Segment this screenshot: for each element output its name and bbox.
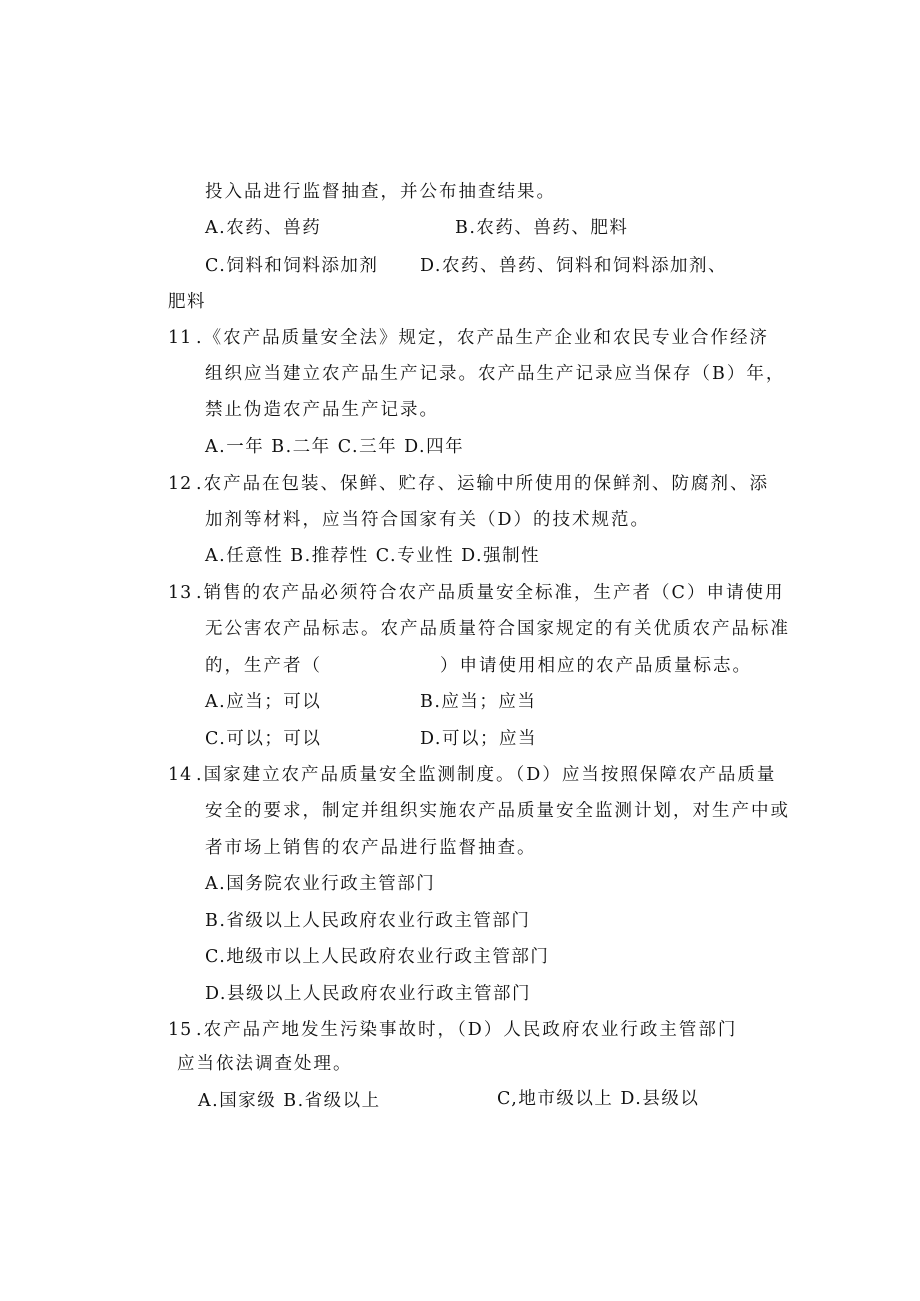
q13-stem-line1: .销售的农产品必须符合农产品质量安全标准，生产者（C）申请使用: [196, 583, 785, 603]
q14-stem-line2: 安全的要求，制定并组织实施农产品质量安全监测计划，对生产中或: [205, 801, 790, 821]
q13-option-a: A.应当；可以: [205, 692, 322, 712]
q13-stem-line3a: 的，生产者（: [205, 656, 322, 676]
q13-number: 13: [168, 583, 193, 603]
q12-stem-line2: 加剂等材料，应当符合国家有关（D）的技术规范。: [205, 510, 651, 530]
q12-number: 12: [168, 474, 193, 494]
q11-options: A.一年 B.二年 C.三年 D.四年: [205, 437, 465, 457]
q13-stem-line2: 无公害农产品标志。农产品质量符合国家规定的有关优质农产品标准: [205, 619, 790, 639]
q14-number: 14: [168, 765, 193, 785]
q11-number: 11: [168, 328, 193, 348]
q15-options-ab: A.国家级 B.省级以上: [198, 1091, 381, 1111]
q11-stem-line1: .《农产品质量安全法》规定，农产品生产企业和农民专业合作经济: [196, 328, 770, 348]
q14-option-a: A.国务院农业行政主管部门: [205, 874, 436, 894]
q10-option-b: B.农药、兽药、肥料: [455, 218, 629, 238]
q14-stem-line1: .国家建立农产品质量安全监测制度。（D）应当按照保障农产品质量: [196, 765, 777, 785]
q13-option-d: D.可以；应当: [420, 729, 537, 749]
q13-option-c: C.可以；可以: [205, 729, 322, 749]
q13-stem-line3b: ）申请使用相应的农产品质量标志。: [440, 656, 752, 676]
q14-stem-line3: 者市场上销售的农产品进行监督抽查。: [205, 838, 537, 858]
q15-number: 15: [168, 1020, 193, 1040]
q14-option-c: C.地级市以上人民政府农业行政主管部门: [205, 947, 550, 967]
q14-option-d: D.县级以上人民政府农业行政主管部门: [205, 984, 531, 1004]
q10-option-d-wrap: 肥料: [168, 292, 206, 312]
q12-options: A.任意性 B.推荐性 C.专业性 D.强制性: [205, 546, 541, 566]
q15-options-cd: C,地市级以上 D.县级以: [497, 1089, 700, 1109]
q12-stem-line1: .农产品在包装、保鲜、贮存、运输中所使用的保鲜剂、防腐剂、添: [196, 474, 770, 494]
q10-option-a: A.农药、兽药: [205, 218, 322, 238]
q15-stem-line1: .农产品产地发生污染事故时，（D）人民政府农业行政主管部门: [196, 1020, 738, 1040]
q11-stem-line2: 组织应当建立农产品生产记录。农产品生产记录应当保存（B）年，: [205, 364, 786, 384]
q11-stem-line3: 禁止伪造农产品生产记录。: [205, 400, 439, 420]
q14-option-b: B.省级以上人民政府农业行政主管部门: [205, 911, 531, 931]
q10-option-d: D.农药、兽药、饲料和饲料添加剂、: [420, 256, 727, 276]
q10-stem-continuation: 投入品进行监督抽查，并公布抽查结果。: [205, 182, 556, 202]
q15-stem-line2: 应当依法调查处理。: [177, 1054, 353, 1074]
q13-option-b: B.应当；应当: [420, 692, 537, 712]
q10-option-c: C.饲料和饲料添加剂: [205, 256, 379, 276]
